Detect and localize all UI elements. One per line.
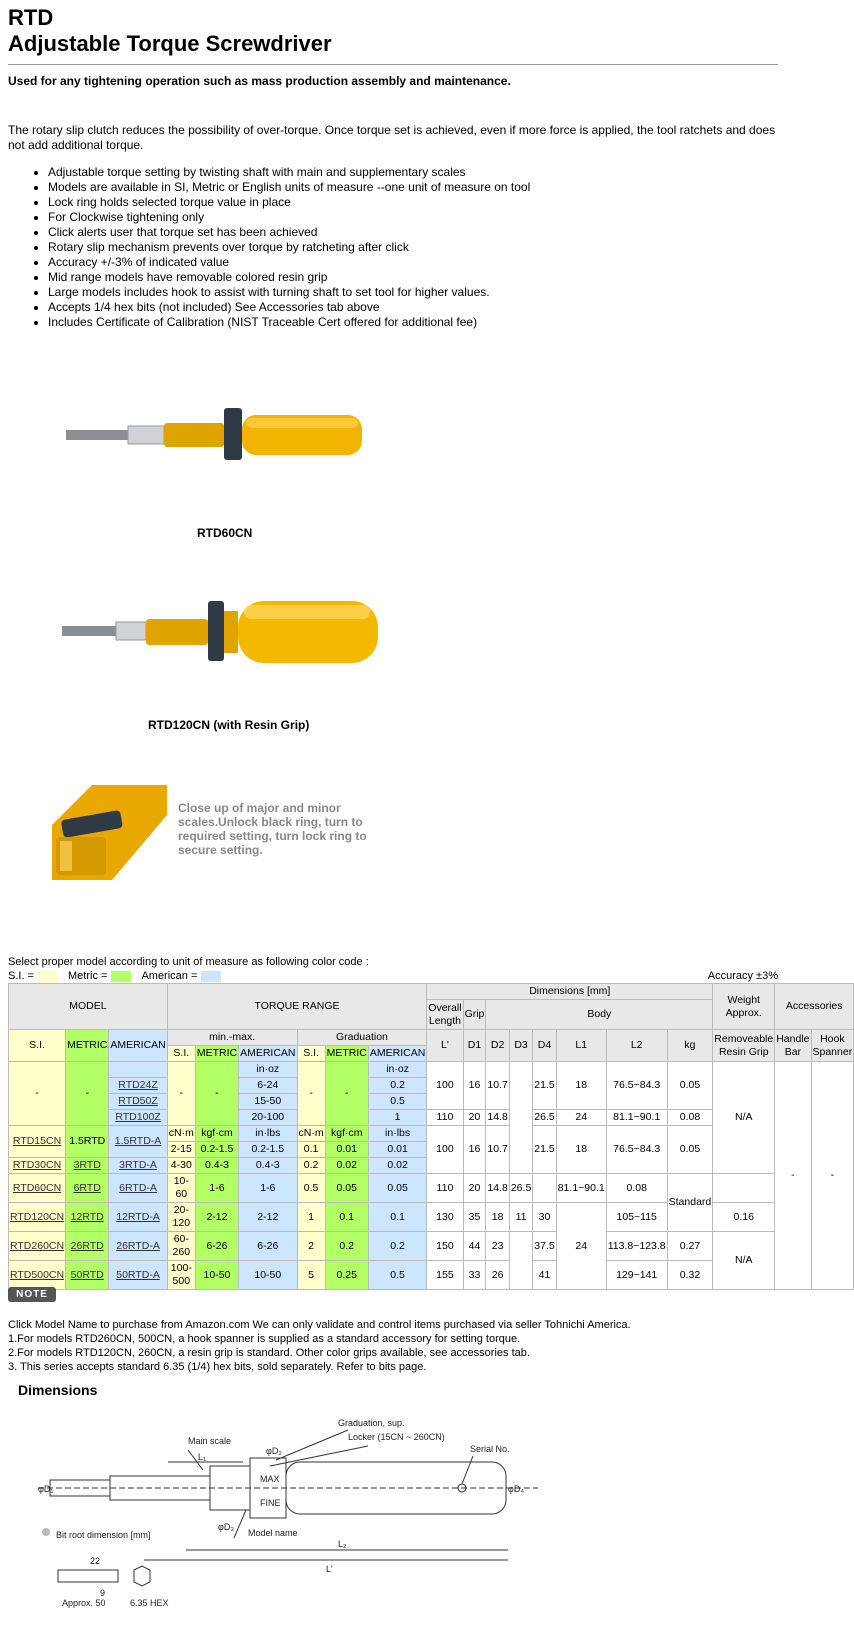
- list-item: • Models are available in SI, Metric or English units of measure --one unit of measure on tool: [48, 180, 788, 195]
- note-line: 2.For models RTD120CN, 260CN, a resin grip is standard. Other color grips available, see accessories tab.: [8, 1347, 530, 1359]
- th-si: S.I.: [9, 1030, 66, 1062]
- cell: 1: [368, 1110, 426, 1126]
- cell: 0.2: [368, 1078, 426, 1094]
- th-american-grad: AMERICAN: [368, 1046, 426, 1062]
- list-item: • Accepts 1/4 hex bits (not included) See Accessories tab above: [48, 300, 788, 315]
- cell: 41: [533, 1261, 556, 1290]
- d4-label: φD₄: [508, 1484, 525, 1494]
- cell: 16: [463, 1126, 486, 1174]
- cell-link: [109, 1261, 167, 1290]
- rtd60cn-caption: RTD60CN: [197, 526, 253, 540]
- note-badge: NOTE: [8, 1287, 56, 1302]
- cell: 0.4-3: [239, 1158, 297, 1174]
- legend-american-swatch: [201, 971, 221, 982]
- cell: 0.02: [368, 1158, 426, 1174]
- cell: 0.05: [667, 1062, 713, 1110]
- note-line: 1.For models RTD260CN, 500CN, a hook spanner is supplied as a standard accessory for setting torque.: [8, 1333, 521, 1345]
- cell: 0.5: [297, 1174, 325, 1203]
- th-si-sub: S.I.: [167, 1046, 195, 1062]
- cell: N/A: [713, 1062, 775, 1174]
- th-weight: Weight Approx.: [713, 984, 775, 1030]
- note-line: Click Model Name to purchase from Amazon.com We can only validate and control items purchased via seller Tohnichi America.: [8, 1319, 631, 1331]
- cell: in·lbs: [368, 1126, 426, 1142]
- th-D3: D3: [509, 1030, 532, 1062]
- model-link-rtd260cn[interactable]: RTD260CN: [10, 1239, 65, 1252]
- cell: 113.8~123.8: [606, 1232, 667, 1261]
- cell-link: [66, 1158, 109, 1174]
- page-subtitle: Adjustable Torque Screwdriver: [8, 31, 332, 56]
- th-kg: kg: [667, 1030, 713, 1062]
- cell: 21.5: [533, 1062, 556, 1110]
- cell: 0.5: [368, 1094, 426, 1110]
- dim-22: 22: [90, 1556, 101, 1566]
- cell-link: [9, 1261, 66, 1290]
- model-link-3rtd-a[interactable]: 3RTD-A: [119, 1159, 157, 1171]
- max-label: MAX: [260, 1474, 280, 1484]
- color-legend: [8, 970, 231, 982]
- cell: 60-260: [167, 1232, 195, 1261]
- cell: 0.05: [667, 1126, 713, 1174]
- cell: 2-15: [167, 1142, 195, 1158]
- cell: 26.5: [533, 1110, 556, 1126]
- cell: 150: [427, 1232, 463, 1261]
- cell: 10-50: [195, 1261, 238, 1290]
- cell: in·oz: [368, 1062, 426, 1078]
- model-link-12rtd[interactable]: 12RTD: [70, 1210, 104, 1223]
- model-link-26rtd[interactable]: 26RTD: [70, 1239, 104, 1252]
- model-link-1.5rtd-a[interactable]: 1.5RTD-A: [114, 1135, 162, 1147]
- dimension-diagram: [38, 1410, 558, 1632]
- rtd60cn-image: [60, 400, 390, 470]
- cell: 14.8: [486, 1174, 509, 1203]
- cell: 2: [297, 1232, 325, 1261]
- legend-si-swatch: [38, 971, 58, 982]
- cell: 110: [427, 1110, 463, 1126]
- cell: 10-50: [239, 1261, 297, 1290]
- cell: kgf·cm: [195, 1126, 238, 1142]
- cell: 100-500: [167, 1261, 195, 1290]
- th-body: Body: [486, 1000, 713, 1030]
- cell: -: [195, 1062, 238, 1126]
- cell: 1.5RTD: [66, 1126, 109, 1158]
- cell: [109, 1062, 167, 1078]
- th-torque: TORQUE RANGE: [167, 984, 427, 1030]
- cell-link: [66, 1261, 109, 1290]
- bit-root-label: Bit root dimension [mm]: [56, 1530, 151, 1540]
- cell: 24: [556, 1203, 606, 1290]
- th-overall: Overall Length: [427, 1000, 463, 1030]
- th-metric: METRIC: [66, 1030, 109, 1062]
- cell: 81.1~90.1: [606, 1110, 667, 1126]
- model-link-rtd120cn[interactable]: RTD120CN: [10, 1210, 65, 1223]
- cell-link: [109, 1126, 167, 1158]
- legend-si-label: S.I. =: [8, 970, 34, 982]
- th-american: AMERICAN: [109, 1030, 167, 1062]
- cell-link: [9, 1126, 66, 1158]
- select-note: Select proper model according to unit of measure as following color code :: [8, 956, 369, 968]
- cell: 0.27: [667, 1232, 713, 1261]
- th-metric-sub: METRIC: [195, 1046, 238, 1062]
- cell: 105~115: [606, 1203, 667, 1232]
- cell: -: [325, 1062, 368, 1126]
- cell: 76.5~84.3: [606, 1126, 667, 1174]
- cell: cN·m: [297, 1126, 325, 1142]
- cell: kgf·cm: [325, 1126, 368, 1142]
- model-link-rtd50z[interactable]: RTD50Z: [118, 1095, 158, 1107]
- cell: 0.05: [368, 1174, 426, 1203]
- list-item: • Adjustable torque setting by twisting shaft with main and supplementary scales: [48, 165, 788, 180]
- th-dims: Dimensions [mm]: [427, 984, 713, 1000]
- cell: 20-100: [239, 1110, 297, 1126]
- d3-label: φD₃: [218, 1522, 235, 1532]
- list-item: • Large models includes hook to assist with turning shaft to set tool for higher values.: [48, 285, 788, 300]
- model-name-label: Model name: [248, 1528, 298, 1538]
- closeup-caption: Close up of major and minor scales.Unlock black ring, turn to required setting, turn lock ring to secure setting.: [178, 801, 367, 857]
- graduation-label: Graduation, sup.: [338, 1418, 405, 1428]
- l2-label: L₂: [338, 1539, 347, 1549]
- cell: 1-6: [239, 1174, 297, 1203]
- cell: 0.4-3: [195, 1158, 238, 1174]
- cell-link: [66, 1203, 109, 1232]
- cell: -: [66, 1062, 109, 1126]
- cell: 23: [486, 1232, 509, 1261]
- locker-label: Locker (15CN ~ 260CN): [348, 1432, 445, 1442]
- cell: 81.1~90.1: [556, 1174, 606, 1203]
- cell-link: [9, 1232, 66, 1261]
- d1-label: φD₁: [38, 1484, 54, 1494]
- cell: [509, 1232, 532, 1290]
- notes-block: [8, 1318, 631, 1374]
- model-link-6rtd-a[interactable]: 6RTD-A: [119, 1181, 157, 1194]
- cell: 14.8: [486, 1110, 509, 1126]
- cell: 0.2: [368, 1232, 426, 1261]
- cell: 18: [486, 1203, 509, 1232]
- cell: 0.1: [325, 1203, 368, 1232]
- cell: 26.5: [509, 1174, 532, 1203]
- cell: 110: [427, 1174, 463, 1203]
- model-link-3rtd[interactable]: 3RTD: [73, 1159, 101, 1171]
- legend-metric-swatch: [111, 971, 131, 982]
- dim-9: 9: [100, 1588, 106, 1598]
- th-D1: D1: [463, 1030, 486, 1062]
- cell-link: [9, 1158, 66, 1174]
- cell: 155: [427, 1261, 463, 1290]
- serial-label: Serial No.: [470, 1444, 510, 1454]
- cell: 0.01: [325, 1142, 368, 1158]
- model-link-6rtd[interactable]: 6RTD: [73, 1181, 101, 1194]
- th-metric-grad: METRIC: [325, 1046, 368, 1062]
- l1-label: L₁: [198, 1452, 207, 1462]
- model-link-rtd24z[interactable]: RTD24Z: [118, 1079, 158, 1091]
- accuracy-label: Accuracy ±3%: [707, 970, 778, 982]
- closeup-image: [52, 785, 167, 880]
- cell: 0.2: [297, 1158, 325, 1174]
- cell: 130: [427, 1203, 463, 1232]
- cell: 0.08: [667, 1110, 713, 1126]
- model-link-rtd60cn[interactable]: RTD60CN: [12, 1181, 62, 1194]
- main-scale-label: Main scale: [188, 1436, 232, 1446]
- cell-link: [109, 1094, 167, 1110]
- cell: 0.2: [325, 1232, 368, 1261]
- cell: Standard: [667, 1174, 713, 1232]
- model-link-rtd500cn[interactable]: RTD500CN: [10, 1268, 65, 1281]
- cell: 0.2-1.5: [239, 1142, 297, 1158]
- cell: 0.08: [606, 1174, 667, 1203]
- cell: 21.5: [533, 1126, 556, 1174]
- cell-link: [109, 1078, 167, 1094]
- cell: 10.7: [486, 1062, 509, 1110]
- cell: 6-24: [239, 1078, 297, 1094]
- th-L: L': [427, 1030, 463, 1062]
- cell: 129~141: [606, 1261, 667, 1290]
- cell-link: [109, 1174, 167, 1203]
- model-link-50rtd-a[interactable]: 50RTD-A: [116, 1268, 160, 1281]
- cell: 100: [427, 1062, 463, 1110]
- cell: 0.1: [368, 1203, 426, 1232]
- model-link-12rtd-a[interactable]: 12RTD-A: [116, 1210, 160, 1223]
- th-si-grad: S.I.: [297, 1046, 325, 1062]
- list-item: • Includes Certificate of Calibration (NIST Traceable Cert offered for additional fee): [48, 315, 788, 330]
- cell: 1: [297, 1203, 325, 1232]
- th-american-sub: AMERICAN: [239, 1046, 297, 1062]
- hex-shape: [134, 1566, 150, 1586]
- cell: 24: [556, 1110, 606, 1126]
- feature-list: [8, 165, 788, 330]
- page-title: RTD: [8, 5, 54, 30]
- cell: 2-12: [239, 1203, 297, 1232]
- th-resin: Removeable Resin Grip: [713, 1030, 775, 1062]
- th-L2: L2: [606, 1030, 667, 1062]
- divider: [8, 64, 778, 65]
- cell: 33: [463, 1261, 486, 1290]
- note-line: 3. This series accepts standard 6.35 (1/4) hex bits, sold separately. Refer to bits page.: [8, 1361, 427, 1373]
- th-L1: L1: [556, 1030, 606, 1062]
- cell: cN·m: [167, 1126, 195, 1142]
- th-acc: Accessories: [775, 984, 854, 1030]
- model-link-26rtd-a[interactable]: 26RTD-A: [116, 1239, 160, 1252]
- hex-label: 6.35 HEX: [130, 1598, 169, 1608]
- cell: 18: [556, 1126, 606, 1174]
- cell: 30: [533, 1203, 556, 1232]
- cell-link: [109, 1232, 167, 1261]
- cell-link: [109, 1203, 167, 1232]
- cell: 10-60: [167, 1174, 195, 1203]
- th-grip: Grip: [463, 1000, 486, 1030]
- cell: 0.5: [368, 1261, 426, 1290]
- cell: 100: [427, 1126, 463, 1174]
- cell: 11: [509, 1203, 532, 1232]
- cell-link: [9, 1174, 66, 1203]
- th-minmax: min.-max.: [167, 1030, 297, 1046]
- cell: 20: [463, 1110, 486, 1126]
- cell: 10.7: [486, 1126, 509, 1174]
- cell: in·oz: [239, 1062, 297, 1078]
- cell: 4-30: [167, 1158, 195, 1174]
- cell: 5: [297, 1261, 325, 1290]
- cell: [533, 1174, 556, 1203]
- cell: 35: [463, 1203, 486, 1232]
- cell: 0.32: [667, 1261, 713, 1290]
- model-link-rtd30cn[interactable]: RTD30CN: [12, 1159, 62, 1171]
- fine-label: FINE: [260, 1498, 281, 1508]
- list-item: • Click alerts user that torque set has been achieved: [48, 225, 788, 240]
- cell: 44: [463, 1232, 486, 1261]
- approx-label: Approx. 50: [62, 1598, 106, 1608]
- model-link-rtd15cn[interactable]: RTD15CN: [12, 1135, 62, 1147]
- th-model: MODEL: [9, 984, 168, 1030]
- list-item: • Accuracy +/-3% of indicated value: [48, 255, 788, 270]
- lead-text: Used for any tightening operation such as mass production assembly and maintenance.: [8, 74, 511, 88]
- model-link-rtd100z[interactable]: RTD100Z: [115, 1111, 161, 1123]
- cell: 0.01: [368, 1142, 426, 1158]
- cell: 20-120: [167, 1203, 195, 1232]
- cell: 2-12: [195, 1203, 238, 1232]
- cell-link: [109, 1158, 167, 1174]
- list-item: • For Clockwise tightening only: [48, 210, 788, 225]
- cell-link: [66, 1174, 109, 1203]
- intro-text: The rotary slip clutch reduces the possibility of over-torque. Once torque set is achieved, even if more force is applied, the tool ratchets and does not add additional torque.: [8, 123, 776, 152]
- lprime-label: L': [326, 1564, 333, 1574]
- cell: 0.1: [297, 1142, 325, 1158]
- d2-label: φD₂: [266, 1446, 282, 1456]
- list-item: • Mid range models have removable colored resin grip: [48, 270, 788, 285]
- cell: -: [811, 1062, 854, 1290]
- cell: -: [167, 1062, 195, 1126]
- cell: 0.2-1.5: [195, 1142, 238, 1158]
- cell-link: [9, 1203, 66, 1232]
- spec-table: [8, 983, 854, 1290]
- cell: 26: [486, 1261, 509, 1290]
- cell: 16: [463, 1062, 486, 1110]
- cell: 20: [463, 1174, 486, 1203]
- cell: 0.16: [713, 1203, 775, 1232]
- rtd120cn-caption: RTD120CN (with Resin Grip): [148, 718, 310, 732]
- dimensions-title: Dimensions: [18, 1382, 98, 1398]
- cell: 0.02: [325, 1158, 368, 1174]
- th-D2: D2: [486, 1030, 509, 1062]
- cell: 1-6: [195, 1174, 238, 1203]
- model-link-50rtd[interactable]: 50RTD: [70, 1268, 104, 1281]
- th-grad: Graduation: [297, 1030, 427, 1046]
- cell-link: [66, 1232, 109, 1261]
- th-D4: D4: [533, 1030, 556, 1062]
- list-item: • Lock ring holds selected torque value in place: [48, 195, 788, 210]
- cell: 0.05: [325, 1174, 368, 1203]
- cell: -: [297, 1062, 325, 1126]
- cell: N/A: [713, 1232, 775, 1290]
- cell: 6-26: [195, 1232, 238, 1261]
- cell: in·lbs: [239, 1126, 297, 1142]
- th-hook: Hook Spanner: [811, 1030, 854, 1062]
- legend-metric-label: Metric =: [68, 970, 108, 982]
- cell: 76.5~84.3: [606, 1062, 667, 1110]
- legend-american-label: American =: [141, 970, 198, 982]
- cell-link: [109, 1110, 167, 1126]
- list-item: • Rotary slip mechanism prevents over torque by ratcheting after click: [48, 240, 788, 255]
- cell: 18: [556, 1062, 606, 1110]
- cell: 37.5: [533, 1232, 556, 1261]
- cell: 15-50: [239, 1094, 297, 1110]
- rtd120cn-image: [58, 595, 388, 670]
- cell: [509, 1062, 532, 1174]
- cell: 6-26: [239, 1232, 297, 1261]
- cell: 0.25: [325, 1261, 368, 1290]
- cell: -: [9, 1062, 66, 1126]
- cell: -: [775, 1062, 811, 1290]
- th-handle: Handle Bar: [775, 1030, 811, 1062]
